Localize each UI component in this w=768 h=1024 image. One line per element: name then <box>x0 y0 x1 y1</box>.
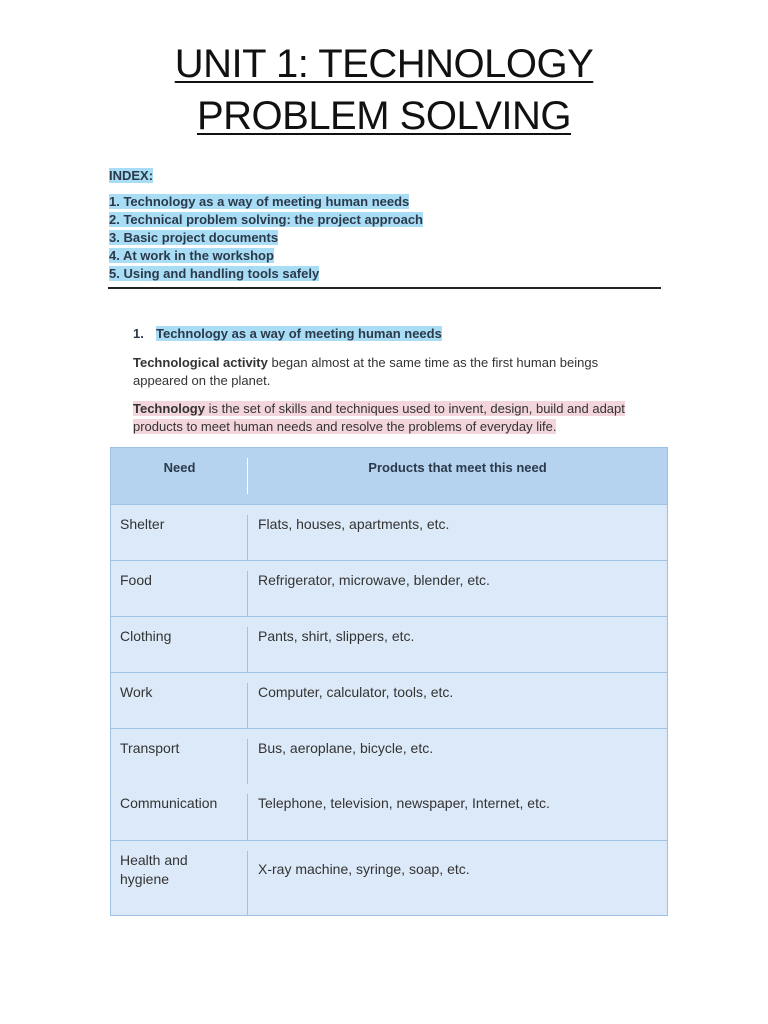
index-divider <box>108 287 661 289</box>
table-row <box>111 728 667 784</box>
need-cell: Communication <box>111 784 248 840</box>
need-cell: Clothing <box>111 617 248 672</box>
index-item: 5. Using and handling tools safely <box>109 266 320 281</box>
section-number: 1. <box>133 326 144 341</box>
index-list <box>109 168 660 283</box>
need-cell: Work <box>111 673 248 728</box>
products-cell: Telephone, television, newspaper, Internet, etc. <box>258 795 550 811</box>
products-cell: Pants, shirt, slippers, etc. <box>258 628 415 644</box>
needs-table <box>110 447 668 916</box>
title-line-2: PROBLEM SOLVING <box>196 94 572 138</box>
paragraph-technological-activity <box>133 354 653 390</box>
index-item: 3. Basic project documents <box>109 230 279 245</box>
column-header-products: Products that meet this need <box>368 460 547 475</box>
need-cell: Health and hygiene <box>111 841 248 915</box>
index-item: 1. Technology as a way of meeting human needs <box>109 194 410 209</box>
section-heading <box>133 326 442 341</box>
index-item: 2. Technical problem solving: the project approach <box>109 212 423 227</box>
need-cell: Transport <box>111 729 248 784</box>
table-row <box>111 616 667 672</box>
table-row <box>111 504 667 560</box>
definition-text: is the set of skills and techniques used to invent, design, build and adapt products to meet human needs and resolve the problems of everyday life. <box>133 401 625 434</box>
products-cell: X-ray machine, syringe, soap, etc. <box>258 861 470 877</box>
need-cell: Food <box>111 561 248 616</box>
index-item: 4. At work in the workshop <box>109 248 274 263</box>
column-header-need: Need <box>111 448 248 504</box>
title-line-1: UNIT 1: TECHNOLOGY <box>174 42 594 86</box>
products-cell: Flats, houses, apartments, etc. <box>258 516 450 532</box>
table-header-row <box>111 448 667 504</box>
products-cell: Refrigerator, microwave, blender, etc. <box>258 572 490 588</box>
products-cell: Computer, calculator, tools, etc. <box>258 684 454 700</box>
term-technological-activity: Technological activity <box>133 355 268 370</box>
paragraph-technology-definition <box>133 400 653 436</box>
table-row <box>111 784 667 840</box>
paragraph-text: began almost at the same time as the first human beings appeared on the planet. <box>133 355 599 388</box>
products-cell: Bus, aeroplane, bicycle, etc. <box>258 740 434 756</box>
table-row <box>111 672 667 728</box>
table-row <box>111 840 667 915</box>
index-heading: INDEX: <box>109 168 154 183</box>
term-technology: Technology <box>133 401 205 416</box>
page-title <box>0 38 768 142</box>
need-cell: Shelter <box>111 505 248 560</box>
table-row <box>111 560 667 616</box>
section-title: Technology as a way of meeting human needs <box>156 326 442 341</box>
